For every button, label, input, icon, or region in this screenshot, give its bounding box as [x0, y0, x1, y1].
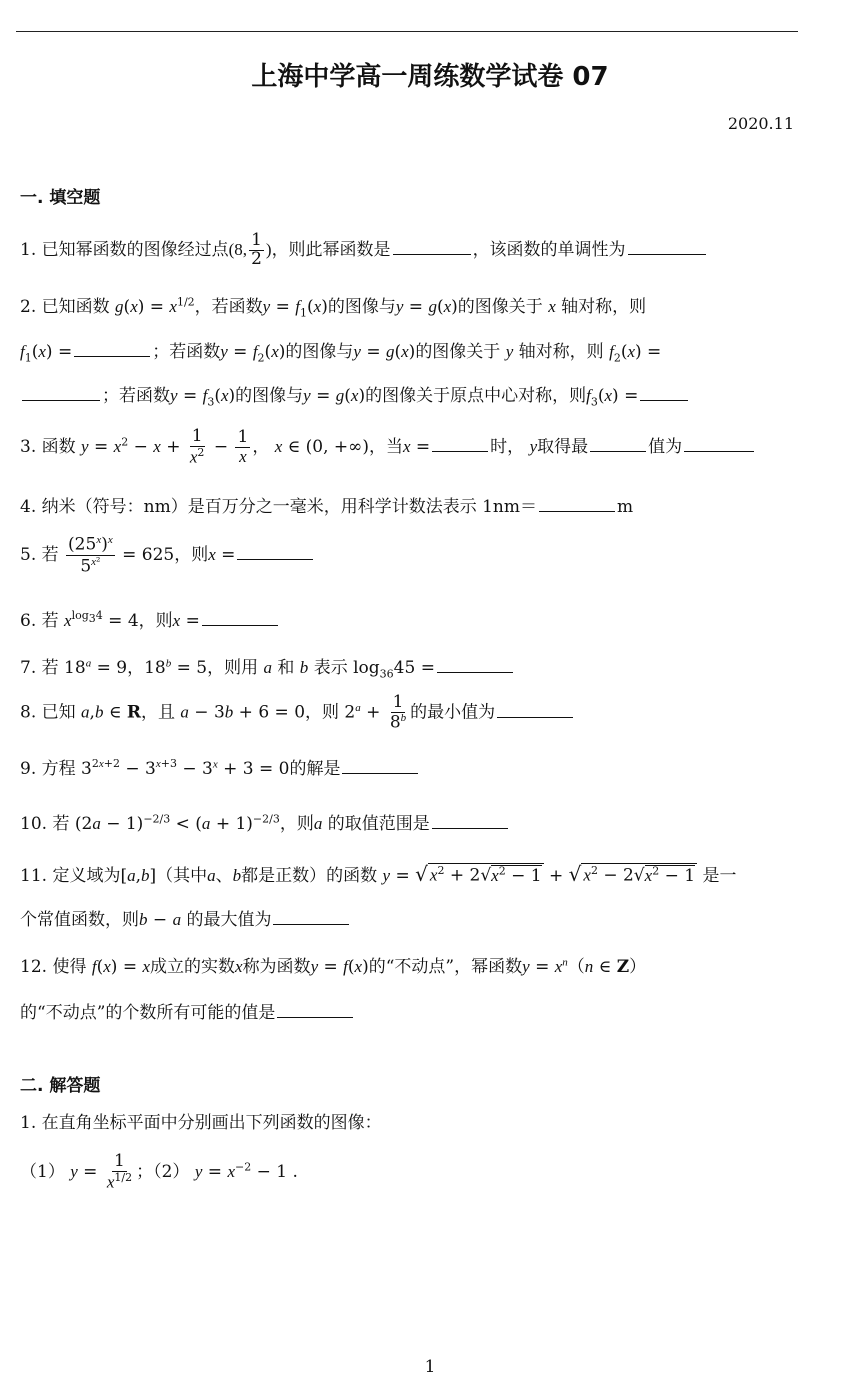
answer-blank[interactable]	[628, 253, 706, 255]
question-2-line-3: ；若函数$y = f_3(x)$的图像与y = g(x)的图像关于原点中心对称，则$f_3(x)$ =	[20, 381, 690, 408]
answer-blank[interactable]	[684, 450, 754, 452]
solve-question-1-parts: （1） y = $\frac{1}{x^{1/2}}$ ；（2） $y = x^{-2} - 1$ .	[20, 1151, 298, 1192]
answer-blank[interactable]	[393, 253, 471, 255]
answer-blank[interactable]	[432, 450, 488, 452]
question-1: 1. 已知幂函数的图像经过点(8, $\frac{1}{2}$ )，则此幂函数是 ，该函数的单调性为	[20, 232, 708, 269]
answer-blank[interactable]	[640, 399, 688, 401]
question-10: 10. 若 $(2a - 1)^{-2/3} < (a + 1)^{-2/3}$，则a 的取值范围是	[20, 809, 510, 834]
fraction: $\frac{1}{x^{1/2}}$	[106, 1151, 133, 1192]
section-heading-solve: 二. 解答题	[20, 1076, 101, 1096]
answer-blank[interactable]	[432, 827, 508, 829]
question-2-line-2: $f_1(x)$ = ；若函数$y = f_2(x)$的图像与y = g(x)的图像关于 y 轴对称，则 $f_2(x)$ =	[20, 342, 662, 365]
question-7: 7. 若 $18^a = 9$，$18^b = 5$，则用 a 和 b 表示 $\log_{36}45$ =	[20, 653, 515, 680]
header-rule	[16, 31, 798, 32]
question-12: 12. 使得 f(x) = x成立的实数x称为函数y = f(x)的“不动点”，幂函数$y = x^n(n$ ∈ Z）	[20, 956, 647, 977]
fraction: $\frac{1}{x^2}$	[189, 426, 205, 467]
question-11: 11. 定义域为[a,b]（其中a、b都是正数）的函数 y = √ $x^2 + 2√x^2 - 1$ + √ $x^2 - 2√x^2 - 1$ 是一	[20, 862, 737, 886]
question-9: 9. 方程 $3^{2x+2} - 3^{x+3} - 3^x + 3 = 0$的解是	[20, 754, 420, 779]
answer-blank[interactable]	[277, 1016, 353, 1018]
answer-blank[interactable]	[202, 624, 278, 626]
question-5: 5. 若 $\frac{(25^x)^x}{5^{x^2}}$ = 625，则x =	[20, 535, 315, 576]
answer-blank[interactable]	[22, 399, 100, 401]
answer-blank[interactable]	[342, 772, 418, 774]
answer-blank[interactable]	[497, 716, 573, 718]
fraction: $\frac{1}{x}$	[237, 427, 249, 467]
answer-blank[interactable]	[74, 355, 150, 357]
page-title: 上海中学高一周练数学试卷 07	[251, 62, 609, 92]
answer-blank[interactable]	[590, 450, 646, 452]
answer-blank[interactable]	[539, 510, 615, 512]
question-8: 8. 已知 a,b ∈ R，且 a − 3b + 6 = 0，则 $2^a$ + $\frac{1}{8^b}$ 的最小值为	[20, 694, 575, 732]
fraction: $\frac{1}{8^b}$	[389, 692, 407, 733]
question-2: 2. 已知函数 $g(x) = x^{1/2}$，若函数$y = f_1(x)$的图像与y = g(x)的图像关于 x 轴对称，则	[20, 295, 647, 320]
solve-question-1: 1. 在直角坐标平面中分别画出下列函数的图像：	[20, 1113, 382, 1133]
question-3: 3. 函数 $y = x^2 - x$ + $\frac{1}{x^2}$ − $\frac{1}{x}$ ， x ∈ (0, +∞)，当x = 时， y取得最 值为	[20, 428, 756, 467]
answer-blank[interactable]	[437, 671, 513, 673]
answer-blank[interactable]	[237, 558, 313, 560]
question-11-line-2: 个常值函数，则b − a 的最大值为	[20, 905, 351, 930]
fraction: $\frac{(25^x)^x}{5^{x^2}}$	[68, 534, 113, 577]
exam-date: 2020.11	[727, 114, 794, 133]
question-4: 4. 纳米（符号：nm）是百万分之一毫米，用科学计数法表示 1nm＝ m	[20, 497, 634, 517]
question-6: 6. 若 $x^{log_34} = 4$，则x =	[20, 606, 280, 631]
section-heading-fill-in: 一. 填空题	[20, 188, 101, 208]
fraction: $\frac{1}{2}$	[251, 230, 262, 269]
question-12-line-2: 的“不动点”的个数所有可能的值是	[20, 998, 355, 1023]
answer-blank[interactable]	[273, 923, 349, 925]
page-number: 1	[424, 1357, 436, 1377]
